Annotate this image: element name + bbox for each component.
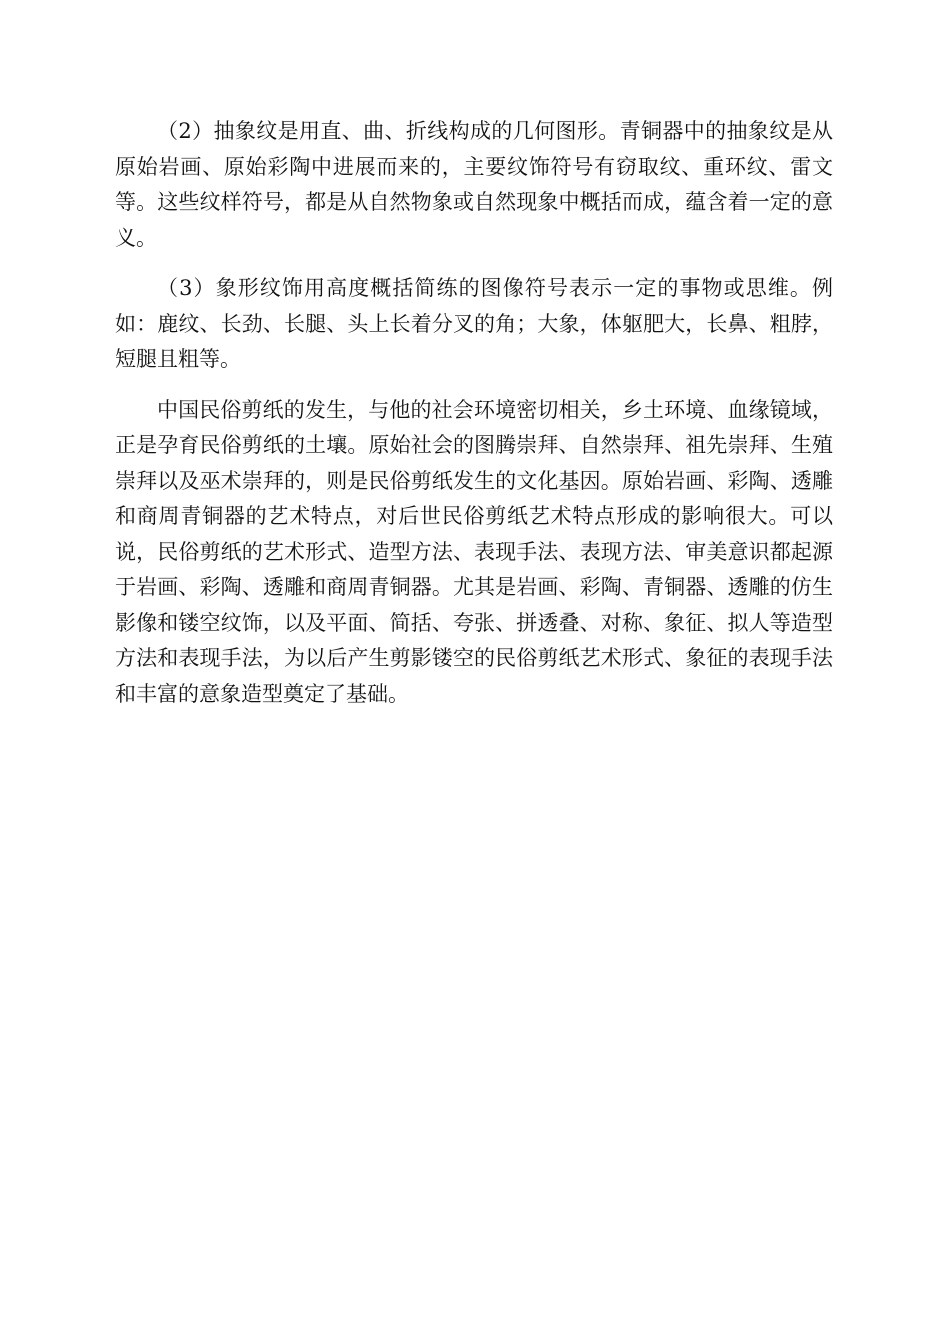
paragraph-abstract-pattern: （2）抽象纹是用直、曲、折线构成的几何图形。青铜器中的抽象纹是从原始岩画、原始彩陶中进展而来的，主要纹饰符号有窃取纹、重环纹、雷文等。这些纹样符号，都是从自然物象或自然现象中概括而成，蕴含着一定的意义。: [115, 119, 833, 250]
document-body: [115, 114, 833, 712]
paragraph-pictographic-pattern: （3）象形纹饰用高度概括简练的图像符号表示一定的事物或思维。例如：鹿纹、长劲、长腿、头上长着分叉的角；大象，体躯肥大，长鼻、粗脖，短腿且粗等。: [115, 276, 833, 371]
paragraph-folk-papercut-origin: 中国民俗剪纸的发生，与他的社会环境密切相关，乡土环境、血缘镜域，正是孕育民俗剪纸的土壤。原始社会的图腾崇拜、自然崇拜、祖先崇拜、生殖崇拜以及巫术崇拜的，则是民俗剪纸发生的文化基因。原始岩画、彩陶、透雕和商周青铜器的艺术特点，对后世民俗剪纸艺术特点形成的影响很大。可以说，民俗剪纸的艺术形式、造型方法、表现手法、表现方法、审美意识都起源于岩画、彩陶、透雕和商周青铜器。尤其是岩画、彩陶、青铜器、透雕的仿生影像和镂空纹饰，以及平面、简括、夸张、拼透叠、对称、象征、拟人等造型方法和表现手法，为以后产生剪影镂空的民俗剪纸艺术形式、象征的表现手法和丰富的意象造型奠定了基础。: [115, 397, 833, 706]
